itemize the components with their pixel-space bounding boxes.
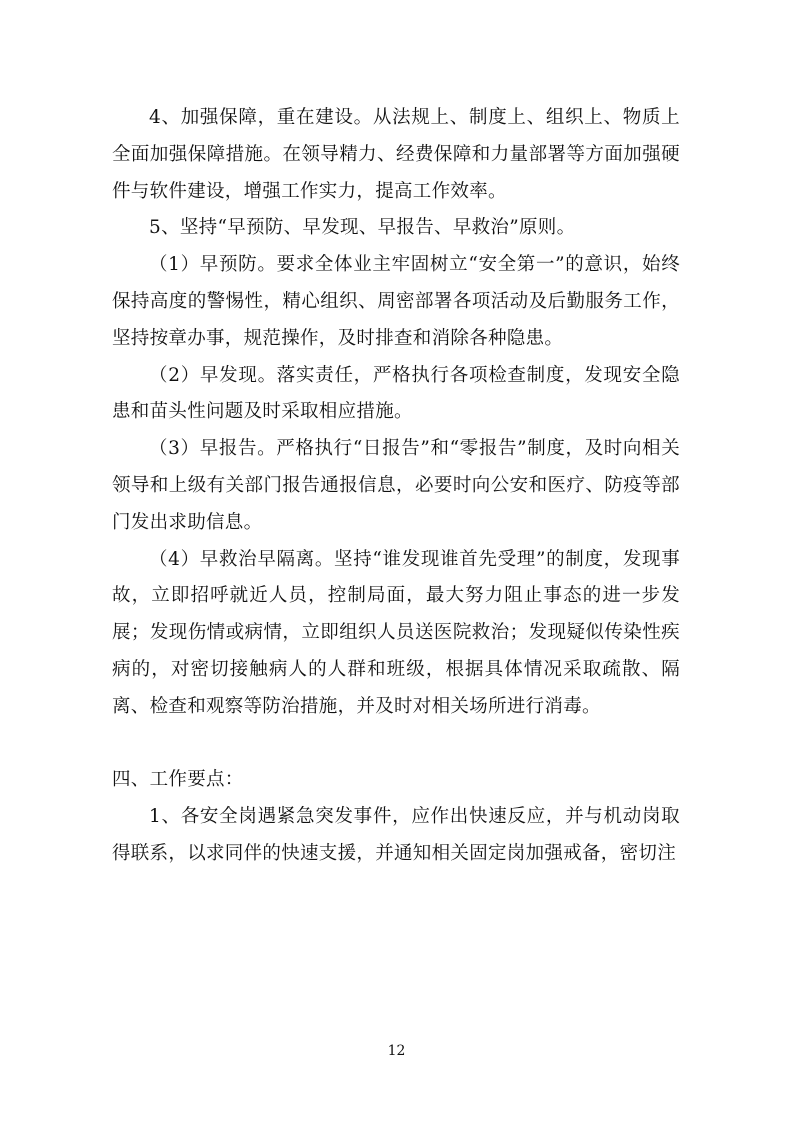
paragraph-early-prevention: （1）早预防。要求全体业主牢固树立“安全第一”的意识，始终保持高度的警惕性，精心组织、周密部署各项活动及后勤服务工作，坚持按章办事，规范操作，及时排查和消除各种隐患。 — [112, 254, 680, 349]
document-body — [112, 100, 680, 873]
paragraph-early-detection: （2）早发现。落实责任，严格执行各项检查制度，发现安全隐患和苗头性问题及时采取相应措施。 — [112, 364, 680, 423]
paragraph-early-reporting: （3）早报告。严格执行“日报告”和“零报告”制度，及时向相关领导和上级有关部门报告通报信息，必要时向公安和医疗、防疫等部门发出求助信息。 — [112, 438, 680, 533]
paragraph-emergency-response: 1、各安全岗遇紧急突发事件，应作出快速反应，并与机动岗取得联系，以求同伴的快速支援，并通知相关固定岗加强戒备，密切注 — [112, 806, 680, 864]
page-number: 12 — [387, 1043, 406, 1059]
section-heading-work-points: 四、工作要点： — [112, 769, 244, 791]
paragraph-strengthen-guarantee: 4、加强保障，重在建设。从法规上、制度上、组织上、物质上全面加强保障措施。在领导精力、经费保障和力量部署等方面加强硬件与软件建设，增强工作实力，提高工作效率。 — [112, 107, 680, 202]
section-spacer — [112, 726, 680, 763]
paragraph-early-treatment-isolation: （4）早救治早隔离。坚持“谁发现谁首先受理”的制度，发现事故，立即招呼就近人员，控制局面，最大努力阻止事态的进一步发展；发现伤情或病情，立即组织人员送医院救治；发现疑似传染性疾病的，对密切接触病人的人群和班级，根据具体情况采取疏散、隔离、检查和观察等防治措施，并及时对相关场所进行消毒。 — [112, 548, 680, 717]
paragraph-four-early-principle: 5、坚持“早预防、早发现、早报告、早救治”原则。 — [149, 217, 576, 239]
